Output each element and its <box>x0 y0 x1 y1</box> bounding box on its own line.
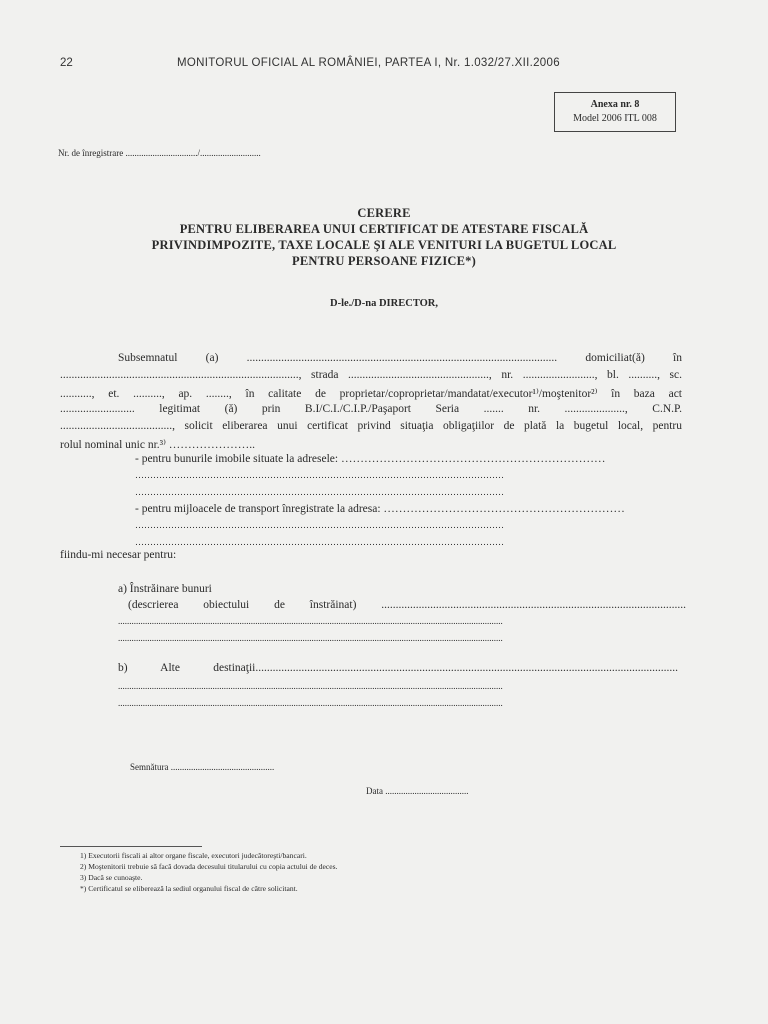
purpose-a-description: (descrierea obiectului de înstrăinat) .......................................................................................................... <box>128 599 686 611</box>
immovable-property-line: - pentru bunurile imobile situate la adresele: …………………………………………………………… <box>135 453 606 465</box>
footnote-3: 3) Dacă se cunoaşte. <box>80 873 143 882</box>
doc-title-line2: PENTRU ELIBERAREA UNUI CERTIFICAT DE ATESTARE FISCALĂ <box>179 222 589 236</box>
purpose-b-dots-2: ........................................................................................................................................................................... <box>118 698 503 708</box>
signature-field: Semnătura .............................................. <box>130 762 275 772</box>
body-line-3: ..........., et. .........., ap. ........, în calitate de proprietar/coproprietar/mandatat/executor¹⁾/moştenitor²⁾ în baza act <box>60 388 682 400</box>
addressee: D-le./D-na DIRECTOR, <box>329 298 439 309</box>
body-line-6: rolul nominal unic nr.³⁾ ………………….. <box>60 439 256 451</box>
annex-number: Anexa nr. 8 <box>590 99 640 110</box>
body-line-2: ..................................................................................., strada ................................................., nr. ........................., bl. .........., sc. <box>60 369 682 381</box>
immovable-dots-2: …………………………………………………………………………………………………………… <box>135 487 504 497</box>
transport-dots-2: …………………………………………………………………………………………………………… <box>135 537 504 547</box>
doc-title-line4: PENTRU PERSOANE FIZICE*) <box>292 254 476 268</box>
doc-title-line3: PRIVINDIMPOZITE, TAXE LOCALE ŞI ALE VENITURI LA BUGETUL LOCAL <box>151 238 617 252</box>
date-field: Data ..................................... <box>366 786 469 796</box>
annex-box <box>554 92 676 132</box>
body-line-5: ......................................., solicit eliberarea unui certificat privind situaţia obligaţiilor de plată la bugetul local, pentru <box>60 420 682 432</box>
footnote-2: 2) Moştenitorii trebuie să facă dovada decesului titularului cu copia actului de deces. <box>80 862 338 871</box>
transport-dots-1: …………………………………………………………………………………………………………… <box>135 520 504 530</box>
needed-for-label: fiindu-mi necesar pentru: <box>60 549 177 561</box>
immovable-dots-1: …………………………………………………………………………………………………………… <box>135 470 504 480</box>
purpose-a-dots-2: ........................................................................................................................................................................... <box>118 633 503 643</box>
footnote-1: 1) Executorii fiscali ai altor organe fiscale, executori judecătoreşti/bancari. <box>80 851 307 860</box>
page-number: 22 <box>60 57 73 69</box>
footnote-divider <box>60 846 202 847</box>
purpose-a-dots-1: ........................................................................................................................................................................... <box>118 616 503 626</box>
purpose-a-label: a) Înstrăinare bunuri <box>118 583 212 595</box>
model-code: Model 2006 ITL 008 <box>573 113 657 124</box>
footnote-4: *) Certificatul se eliberează la sediul organului fiscal de către solicitant. <box>80 884 298 893</box>
transport-line: - pentru mijloacele de transport înregistrate la adresa: ……………………………………………………… <box>135 503 625 515</box>
body-line-4: .......................... legitimat (ă) prin B.I/C.I./C.I.P./Paşaport Seria ....... nr. ....................., C.N.P. <box>60 403 682 415</box>
purpose-b-dots-1: ........................................................................................................................................................................... <box>118 681 503 691</box>
doc-title: CERERE <box>357 206 411 220</box>
publication-header: MONITORUL OFICIAL AL ROMÂNIEI, PARTEA I, Nr. 1.032/27.XII.2006 <box>177 57 560 69</box>
purpose-b-label: b) Alte destinaţii................................................................................................................................................... <box>118 662 678 674</box>
body-line-1: Subsemnatul (a) ............................................................................................................ domiciliat(ă) în <box>118 352 682 364</box>
registration-number: Nr. de înregistrare ................................/........................... <box>58 148 261 158</box>
